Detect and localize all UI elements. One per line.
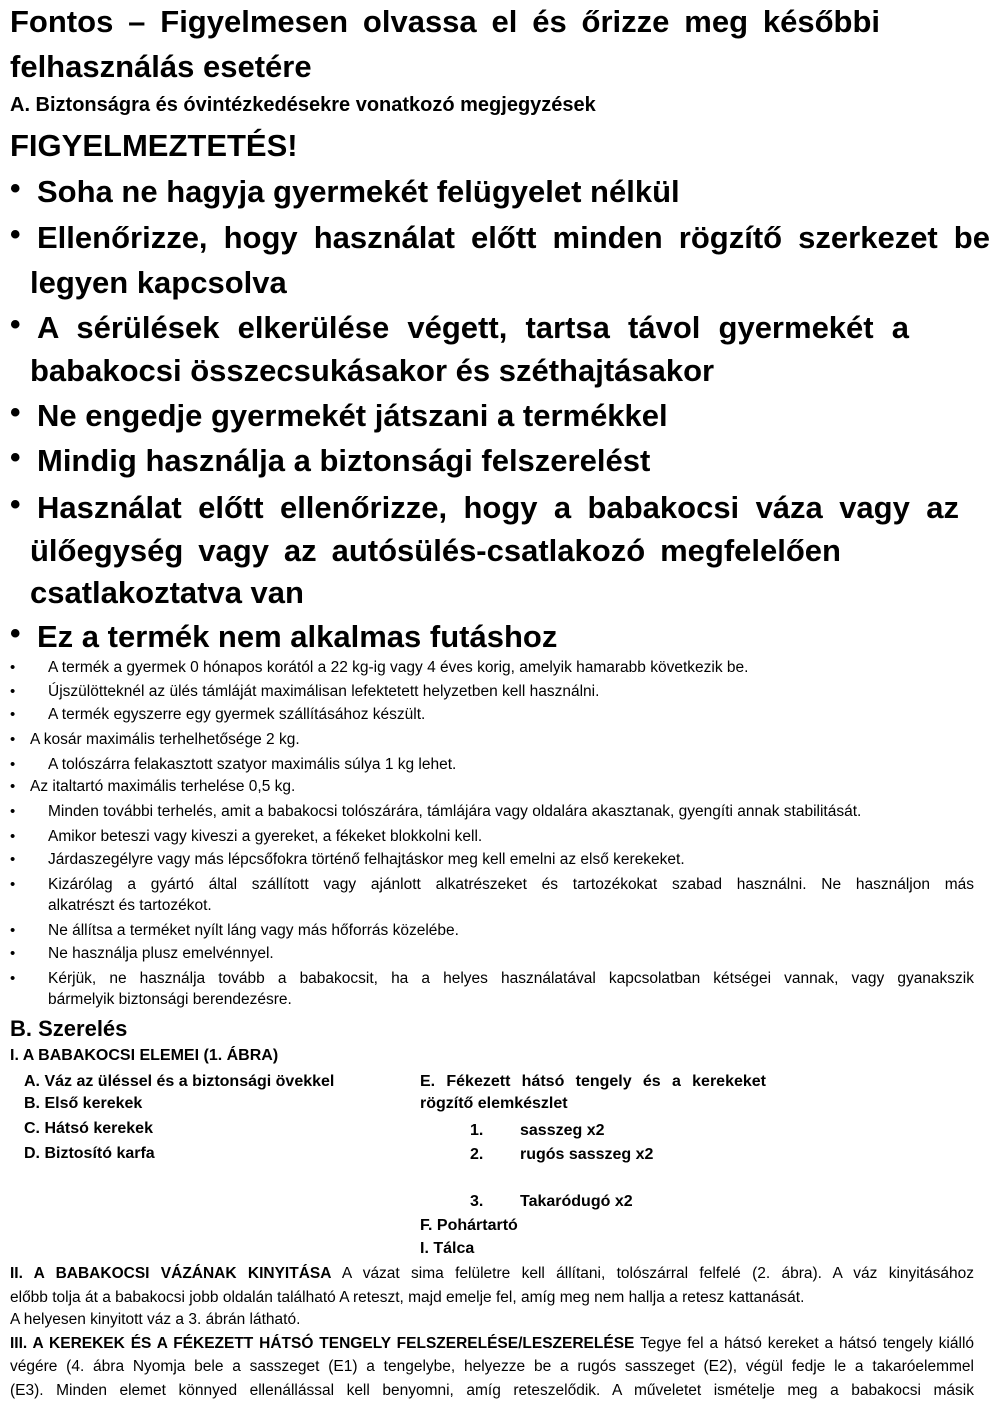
small-bullet-item: Ne használja plusz emelvénnyel. — [48, 945, 274, 962]
bullet-dot: • — [10, 731, 16, 748]
bullet-dot: • — [10, 172, 21, 205]
part-item: B. Első kerekek — [24, 1095, 143, 1112]
big-bullet-item: A sérülések elkerülése végett, tartsa távol gyermekét a — [37, 310, 909, 345]
paragraph-unfold — [10, 1265, 974, 1283]
part-item: F. Pohártartó — [420, 1217, 518, 1234]
bullet-dot: • — [10, 396, 21, 429]
big-bullet-item-cont: ülőegység vagy az autósülés-csatlakozó megfelelően — [30, 533, 841, 568]
big-bullet-item-cont: csatlakoztatva van — [30, 575, 304, 610]
big-bullet-item: Mindig használja a biztonsági felszerelést — [37, 443, 651, 478]
bullet-dot: • — [10, 441, 21, 474]
bullet-dot: • — [10, 851, 16, 868]
bullet-dot: • — [10, 970, 16, 987]
bullet-dot: • — [10, 706, 16, 723]
bullet-dot: • — [10, 828, 16, 845]
small-bullet-item: Kizárólag a gyártó által szállított vagy ajánlott alkatrészeket és tartozékokat szabad használni. Ne használjon más — [48, 876, 974, 893]
sub-part-number: 1. — [470, 1122, 484, 1139]
big-bullet-item: Ne engedje gyermekét játszani a termékkel — [37, 398, 668, 433]
sub-part-number: 3. — [470, 1193, 484, 1210]
big-bullet-item: Használat előtt ellenőrizze, hogy a babakocsi váza vagy az — [37, 490, 959, 525]
small-bullet-item: A kosár maximális terhelhetősége 2 kg. — [30, 731, 300, 748]
section-b-heading: B. Szerelés — [10, 1016, 128, 1041]
big-bullet-item-cont: legyen kapcsolva — [30, 265, 287, 300]
big-bullet-item: Ez a termék nem alkalmas futáshoz — [37, 619, 558, 654]
bullet-dot: • — [10, 218, 21, 251]
bullet-dot: • — [10, 683, 16, 700]
small-bullet-item: Az italtartó maximális terhelése 0,5 kg. — [30, 778, 296, 795]
part-item: D. Biztosító karfa — [24, 1145, 155, 1162]
paragraph-wheels-text: Tegye fel a hátsó kereket a hátsó tengely kiálló — [634, 1335, 975, 1352]
small-bullet-item: Ne állítsa a terméket nyílt láng vagy más hőforrás közelébe. — [48, 922, 459, 939]
small-bullet-item: Járdaszegélyre vagy más lépcsőfokra történő felhajtáskor meg kell emelni az első kerekeket. — [48, 851, 685, 868]
part-item: E. Fékezett hátsó tengely és a kerekeket — [420, 1073, 766, 1090]
bullet-dot: • — [10, 922, 16, 939]
paragraph-wheels-line: (E3). Minden elemet könnyed ellenállással kell benyomni, amíg reteszelődik. A műveletet ismételje meg a babakocsi másik — [10, 1382, 974, 1399]
part-item: I. Tálca — [420, 1240, 475, 1257]
small-bullet-item: Minden további terhelés, amit a babakocsi tolószárára, támlájára vagy oldalára akasztanak, gyengíti annak stabilitását. — [48, 803, 862, 820]
small-bullet-item-cont: bármelyik biztonsági berendezésre. — [48, 991, 292, 1008]
bullet-dot: • — [10, 659, 16, 676]
section-a-heading: A. Biztonságra és óvintézkedésekre vonatkozó megjegyzések — [10, 94, 596, 116]
small-bullet-item: A termék egyszerre egy gyermek szállításához készült. — [48, 706, 426, 723]
bullet-dot: • — [10, 803, 16, 820]
big-bullet-item-cont: babakocsi összecsukásakor és széthajtásakor — [30, 353, 715, 388]
parts-heading: I. A BABAKOCSI ELEMEI (1. ÁBRA) — [10, 1047, 279, 1064]
sub-part-item: Takaródugó x2 — [520, 1193, 633, 1210]
paragraph-unfold-heading: II. A BABAKOCSI VÁZÁNAK KINYITÁSA — [10, 1265, 332, 1282]
paragraph-unfold-text: A vázat sima felületre kell állítani, tolószárral felfelé (2. ábra). A váz kinyitásához — [331, 1265, 974, 1282]
part-item: A. Váz az üléssel és a biztonsági övekkel — [24, 1073, 335, 1090]
small-bullet-item: A tolószárra felakasztott szatyor maximális súlya 1 kg lehet. — [48, 756, 457, 773]
bullet-dot: • — [10, 308, 21, 341]
sub-part-number: 2. — [470, 1146, 484, 1163]
small-bullet-item-cont: alkatrészt és tartozékot. — [48, 897, 212, 914]
page-title-line1: Fontos – Figyelmesen olvassa el és őrizze meg későbbi — [10, 4, 880, 39]
warning-heading: FIGYELMEZTETÉS! — [10, 128, 298, 163]
paragraph-wheels-line: végére (4. ábra Nyomja bele a sasszeget (E1) a tengelybe, helyezze be a rugós sasszeget (E2), végül fedje le a takaróelemmel — [10, 1358, 974, 1375]
sub-part-item: sasszeg x2 — [520, 1122, 605, 1139]
part-item: C. Hátsó kerekek — [24, 1120, 153, 1137]
bullet-dot: • — [10, 617, 21, 650]
small-bullet-item: Újszülötteknél az ülés támláját maximálisan lefektetett helyzetben kell használni. — [48, 683, 600, 700]
part-item-cont: rögzítő elemkészlet — [420, 1095, 568, 1112]
bullet-dot: • — [10, 945, 16, 962]
paragraph-unfold-line: előbb tolja át a babakocsi jobb oldalán található A reteszt, majd emelje fel, amíg meg nem hallja a retesz kattanását. — [10, 1289, 805, 1306]
bullet-dot: • — [10, 756, 16, 773]
paragraph-wheels-heading: III. A KEREKEK ÉS A FÉKEZETT HÁTSÓ TENGELY FELSZERELÉSE/LESZERELÉSE — [10, 1335, 635, 1352]
small-bullet-item: Amikor beteszi vagy kiveszi a gyereket, a fékeket blokkolni kell. — [48, 828, 483, 845]
bullet-dot: • — [10, 488, 21, 521]
big-bullet-item: Ellenőrizze, hogy használat előtt minden rögzítő szerkezet be — [37, 220, 990, 255]
bullet-dot: • — [10, 778, 16, 795]
page-title-line2: felhasználás esetére — [10, 49, 312, 84]
paragraph-unfold-line: A helyesen kinyitott váz a 3. ábrán látható. — [10, 1311, 301, 1328]
paragraph-wheels — [10, 1335, 974, 1353]
big-bullet-item: Soha ne hagyja gyermekét felügyelet nélkül — [37, 174, 680, 209]
small-bullet-item: A termék a gyermek 0 hónapos korától a 22 kg-ig vagy 4 éves korig, amelyik hamarabb következik be. — [48, 659, 749, 676]
sub-part-item: rugós sasszeg x2 — [520, 1146, 654, 1163]
small-bullet-item: Kérjük, ne használja tovább a babakocsit, ha a helyes használatával kapcsolatban kétségei vannak, vagy gyanakszik — [48, 970, 974, 987]
bullet-dot: • — [10, 876, 16, 893]
